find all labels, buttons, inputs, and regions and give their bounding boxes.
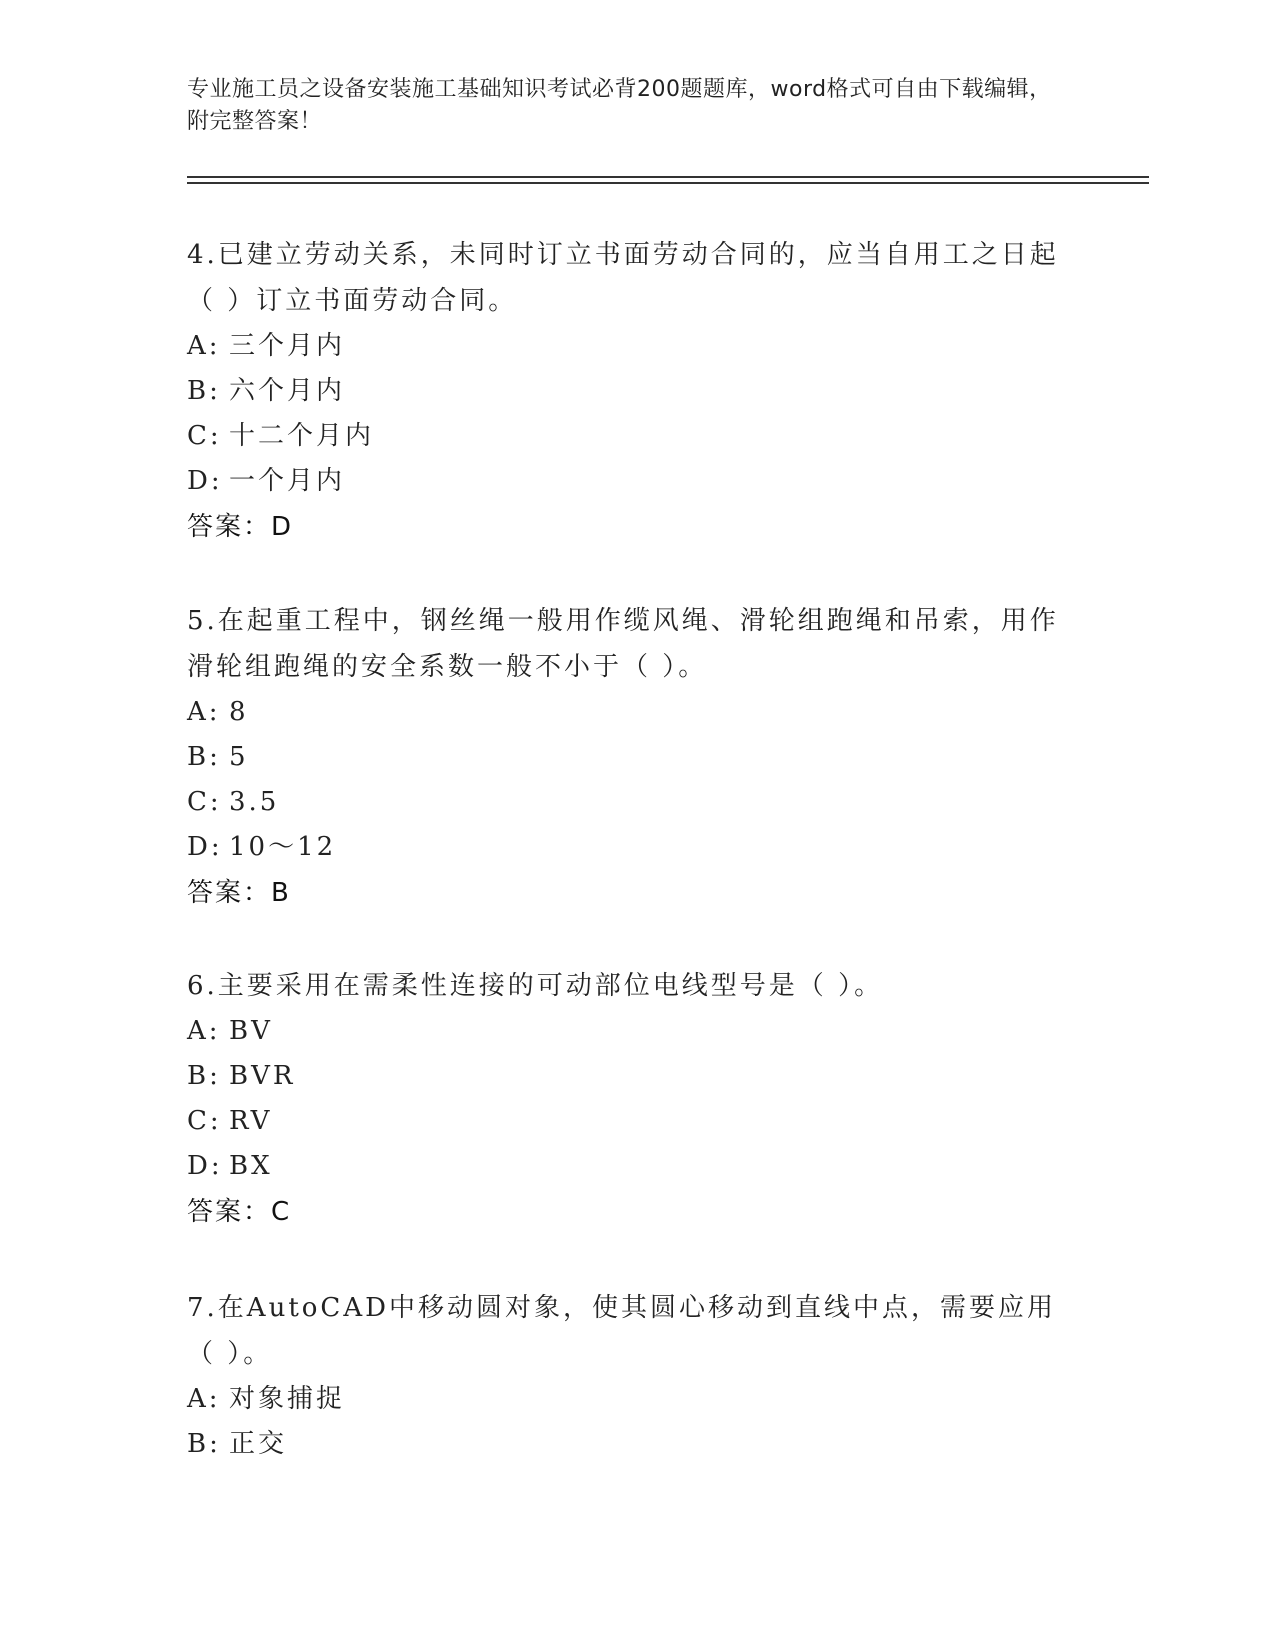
question-stem: 5.在起重工程中，钢丝绳一般用作缆风绳、滑轮组跑绳和吊索，用作滑轮组跑绳的安全系数一般不小于（ ）。 [187, 606, 1059, 682]
option-text: 8 [229, 697, 249, 727]
option-text: BX [229, 1151, 273, 1181]
option-label: D: [187, 1151, 223, 1181]
option-text: 十二个月内 [229, 421, 375, 451]
option-label: D: [187, 832, 223, 862]
option-d [187, 459, 1067, 504]
option-label: C: [187, 787, 222, 817]
option-label: B: [187, 376, 221, 406]
header-divider-bottom [187, 182, 1149, 184]
option-text: BVR [229, 1061, 296, 1091]
option-a [187, 690, 1067, 735]
option-a [187, 1377, 1067, 1422]
option-c [187, 414, 1067, 459]
option-a [187, 324, 1067, 369]
option-b [187, 1054, 1067, 1099]
question-stem: 6.主要采用在需柔性连接的可动部位电线型号是（ ）。 [187, 971, 884, 1001]
option-text: 正交 [229, 1429, 288, 1459]
question-stem: 4.已建立劳动关系，未同时订立书面劳动合同的，应当自用工之日起（ ）订立书面劳动合同。 [187, 240, 1059, 316]
option-text: 对象捕捉 [229, 1384, 346, 1414]
question-6 [187, 963, 1067, 1235]
option-text: RV [229, 1106, 273, 1136]
question-7 [187, 1285, 1067, 1467]
option-label: D: [187, 466, 223, 496]
option-text: 三个月内 [229, 331, 346, 361]
option-d [187, 825, 1067, 870]
option-b [187, 369, 1067, 414]
option-label: C: [187, 1106, 222, 1136]
option-text: 3.5 [229, 787, 280, 817]
option-label: B: [187, 1061, 221, 1091]
option-text: 六个月内 [229, 376, 346, 406]
option-a [187, 1009, 1067, 1054]
option-text: 5 [229, 742, 249, 772]
option-label: B: [187, 742, 221, 772]
answer-line: 答案：C [187, 1197, 292, 1227]
option-label: A: [187, 1016, 221, 1046]
option-b [187, 1422, 1067, 1467]
option-text: 10～12 [229, 832, 337, 862]
option-d [187, 1144, 1067, 1189]
answer-line: 答案：B [187, 878, 291, 908]
document-header: 专业施工员之设备安装施工基础知识考试必背200题题库，word格式可自由下载编辑，附完整答案！ [187, 77, 1052, 134]
option-label: A: [187, 697, 221, 727]
option-c [187, 780, 1067, 825]
option-c [187, 1099, 1067, 1144]
question-4 [187, 232, 1067, 550]
option-text: 一个月内 [229, 466, 346, 496]
question-stem: 7.在AutoCAD中移动圆对象，使其圆心移动到直线中点，需要应用（ ）。 [187, 1293, 1056, 1369]
option-label: A: [187, 1384, 221, 1414]
answer-line: 答案：D [187, 512, 294, 542]
option-label: A: [187, 331, 221, 361]
option-b [187, 735, 1067, 780]
option-label: B: [187, 1429, 221, 1459]
option-text: BV [229, 1016, 273, 1046]
header-divider-top [187, 176, 1149, 178]
option-label: C: [187, 421, 222, 451]
question-5 [187, 598, 1067, 916]
